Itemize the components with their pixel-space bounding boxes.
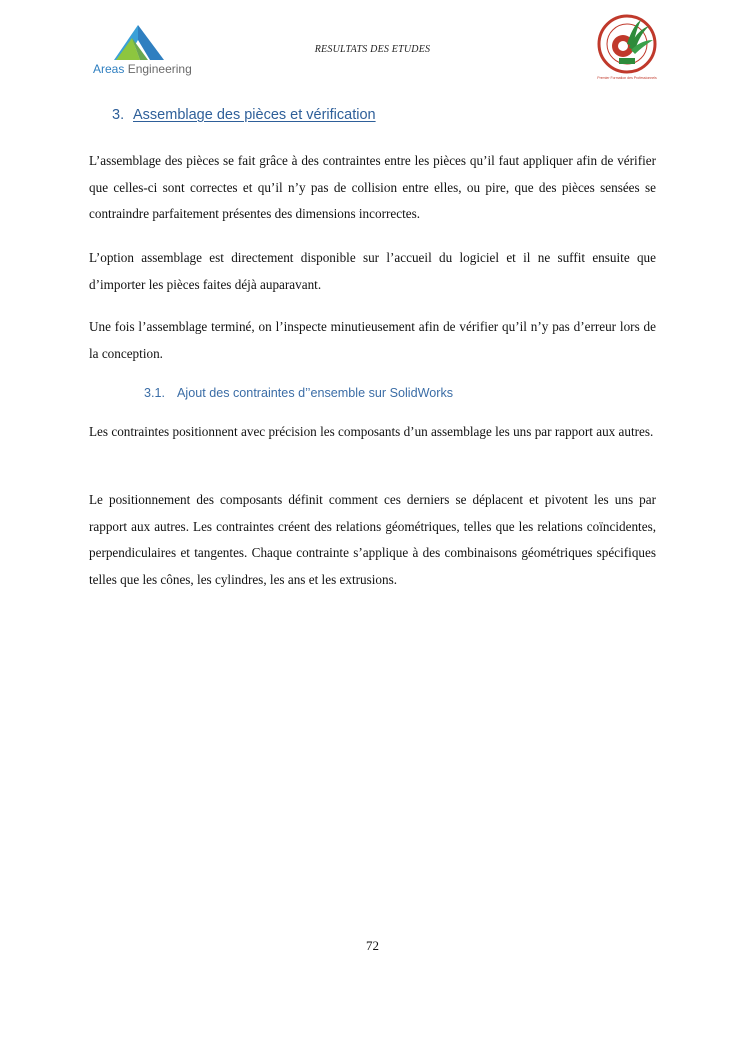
paragraph-1: L’assemblage des pièces se fait grâce à des contraintes entre les pièces qu’il faut appliquer afin de vérifier que celles-ci sont correctes et qu’il n’y pas de collision entre elles, ou pire, que des pièces sensées se contraindre parfaitement présentes des dimensions incorrectes. [89,153,656,221]
page-number: 72 [366,938,379,953]
header-title: RESULTATS DES ETUDES [314,44,431,55]
paragraph-4: Les contraintes positionnent avec précision les composants d’un assemblage les uns par rapport aux autres. [89,424,654,439]
subsection-number: 3.1. [144,386,166,400]
company-logo-text: Areas Engineering [93,62,192,76]
subsection-heading [144,386,453,400]
paragraph-3: Une fois l’assemblage terminé, on l’inspecte minutieusement afin de vérifier qu’il n’y pas d’erreur lors de la conception. [89,319,656,361]
section-title: Assemblage des pièces et vérification [133,107,376,123]
school-seal-icon [595,14,659,76]
paragraph-5: Le positionnement des composants définit comment ces derniers se déplacent et pivotent les uns par rapport aux autres. Les contraintes créent des relations géométriques, telles que les relations coïncidentes, perpendiculaires et tangentes. Chaque contrainte s’applique à des combinaisons géométriques spécifiques telles que les cônes, les cylindres, les ans et les extrusions. [89,492,656,587]
paragraph-2: L’option assemblage est directement disponible sur l’accueil du logiciel et il ne suffit ensuite que d’importer les pièces faites déjà auparavant. [89,250,656,292]
section-number: 3. [112,107,125,123]
school-logo-caption: Premier Formation des Professionnels [597,76,657,80]
page-header [0,0,745,90]
subsection-title: Ajout des contraintes d’’ensemble sur SolidWorks [177,386,454,400]
triangle-logo-icon [110,22,170,62]
section-heading [112,107,376,123]
school-logo [595,14,659,82]
